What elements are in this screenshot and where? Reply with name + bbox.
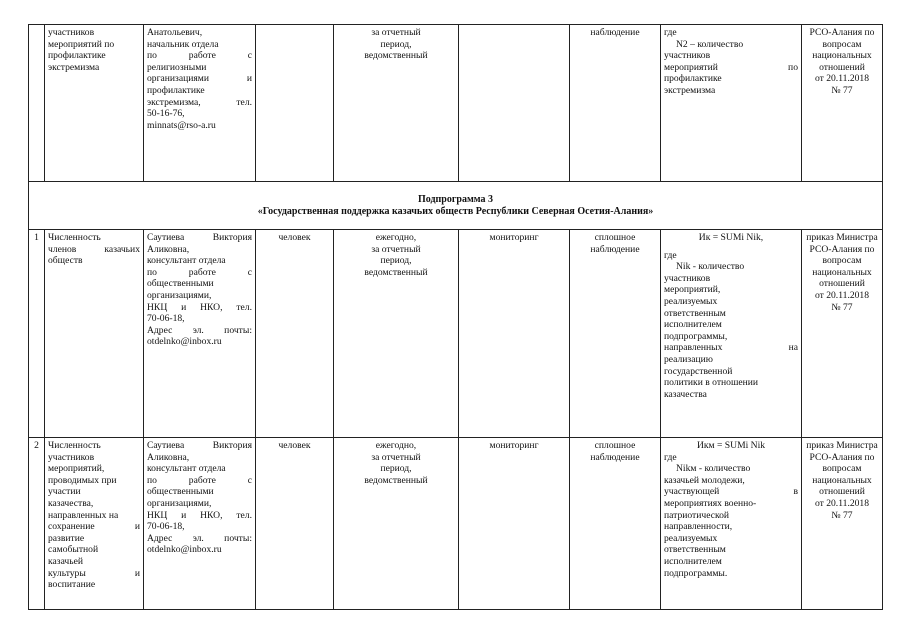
cell-name: Численность членов казачьих обществ (45, 230, 144, 438)
cell-method (459, 25, 570, 182)
subprogram-header (29, 182, 883, 230)
cell-legal: РСО-Алания по вопросам национальных отношений от 20.11.2018 № 77 (802, 25, 883, 182)
cell-unit (256, 25, 334, 182)
cell-responsible: Саутиева Виктория Аликовна, консультант отдела по работе с общественными организациями, НКЦ и НКО, тел. 70-06-18, Адрес эл. почты: otdelnko@inbox.ru (144, 438, 256, 610)
cell-formula: Икм = SUMi Nik где Nikм - количество казачьей молодежи, участвующей в мероприятиях военно- патриотической направленности, реализуемых ответственным исполнителем подпрограммы. (661, 438, 802, 610)
table-row-1 (29, 230, 883, 438)
table-row-top (29, 25, 883, 182)
cell-periodicity: за отчетный период, ведомственный (334, 25, 459, 182)
cell-num (29, 25, 45, 182)
cell-legal: приказ Министра РСО-Алания по вопросам национальных отношений от 20.11.2018 № 77 (802, 230, 883, 438)
subprogram-title: Подпрограмма 3 (417, 193, 494, 205)
cell-formula: Ик = SUMi Nik, где Nik - количество участников мероприятий, реализуемых ответственным исполнителем подпрограммы, направленных на реализацию государственной политики в отношении казачества (661, 230, 802, 438)
cell-method: мониторинг (459, 230, 570, 438)
cell-responsible: Саутиева Виктория Аликовна, консультант отдела по работе с общественными организациями, НКЦ и НКО, тел. 70-06-18, Адрес эл. почты: otdelnko@inbox.ru (144, 230, 256, 438)
table-row-2 (29, 438, 883, 610)
cell-name: участников мероприятий по профилактике экстремизма (45, 25, 144, 182)
formula-expression: Ик = SUMi Nik, (698, 232, 764, 243)
subprogram-subtitle: «Государственная поддержка казачьих обществ Республики Северная Осетия-Алания» (257, 205, 654, 217)
cell-formula: где N2 – количество участников мероприятий по профилактике экстремизма (661, 25, 802, 182)
cell-name: Численность участников мероприятий, проводимых при участии казачества, направленных на сохранение и развитие самобытной казачьей культуры и воспитание (45, 438, 144, 610)
cell-observation: сплошное наблюдение (570, 438, 661, 610)
cell-unit: человек (256, 230, 334, 438)
cell-observation: наблюдение (570, 25, 661, 182)
cell-unit: человек (256, 438, 334, 610)
cell-periodicity: ежегодно, за отчетный период, ведомственный (334, 230, 459, 438)
subprogram-header-row (29, 182, 883, 230)
cell-num: 1 (29, 230, 45, 438)
formula-expression: Икм = SUMi Nik (696, 440, 766, 451)
cell-periodicity: ежегодно, за отчетный период, ведомственный (334, 438, 459, 610)
cell-observation: сплошное наблюдение (570, 230, 661, 438)
cell-legal: приказ Министра РСО-Алания по вопросам национальных отношений от 20.11.2018 № 77 (802, 438, 883, 610)
cell-num: 2 (29, 438, 45, 610)
cell-responsible: Анатольевич, начальник отдела по работе с религиозными организациями и профилактике экстремизма, тел. 50-16-76, minnats@rso-a.ru (144, 25, 256, 182)
cell-method: мониторинг (459, 438, 570, 610)
indicators-table (28, 24, 883, 610)
